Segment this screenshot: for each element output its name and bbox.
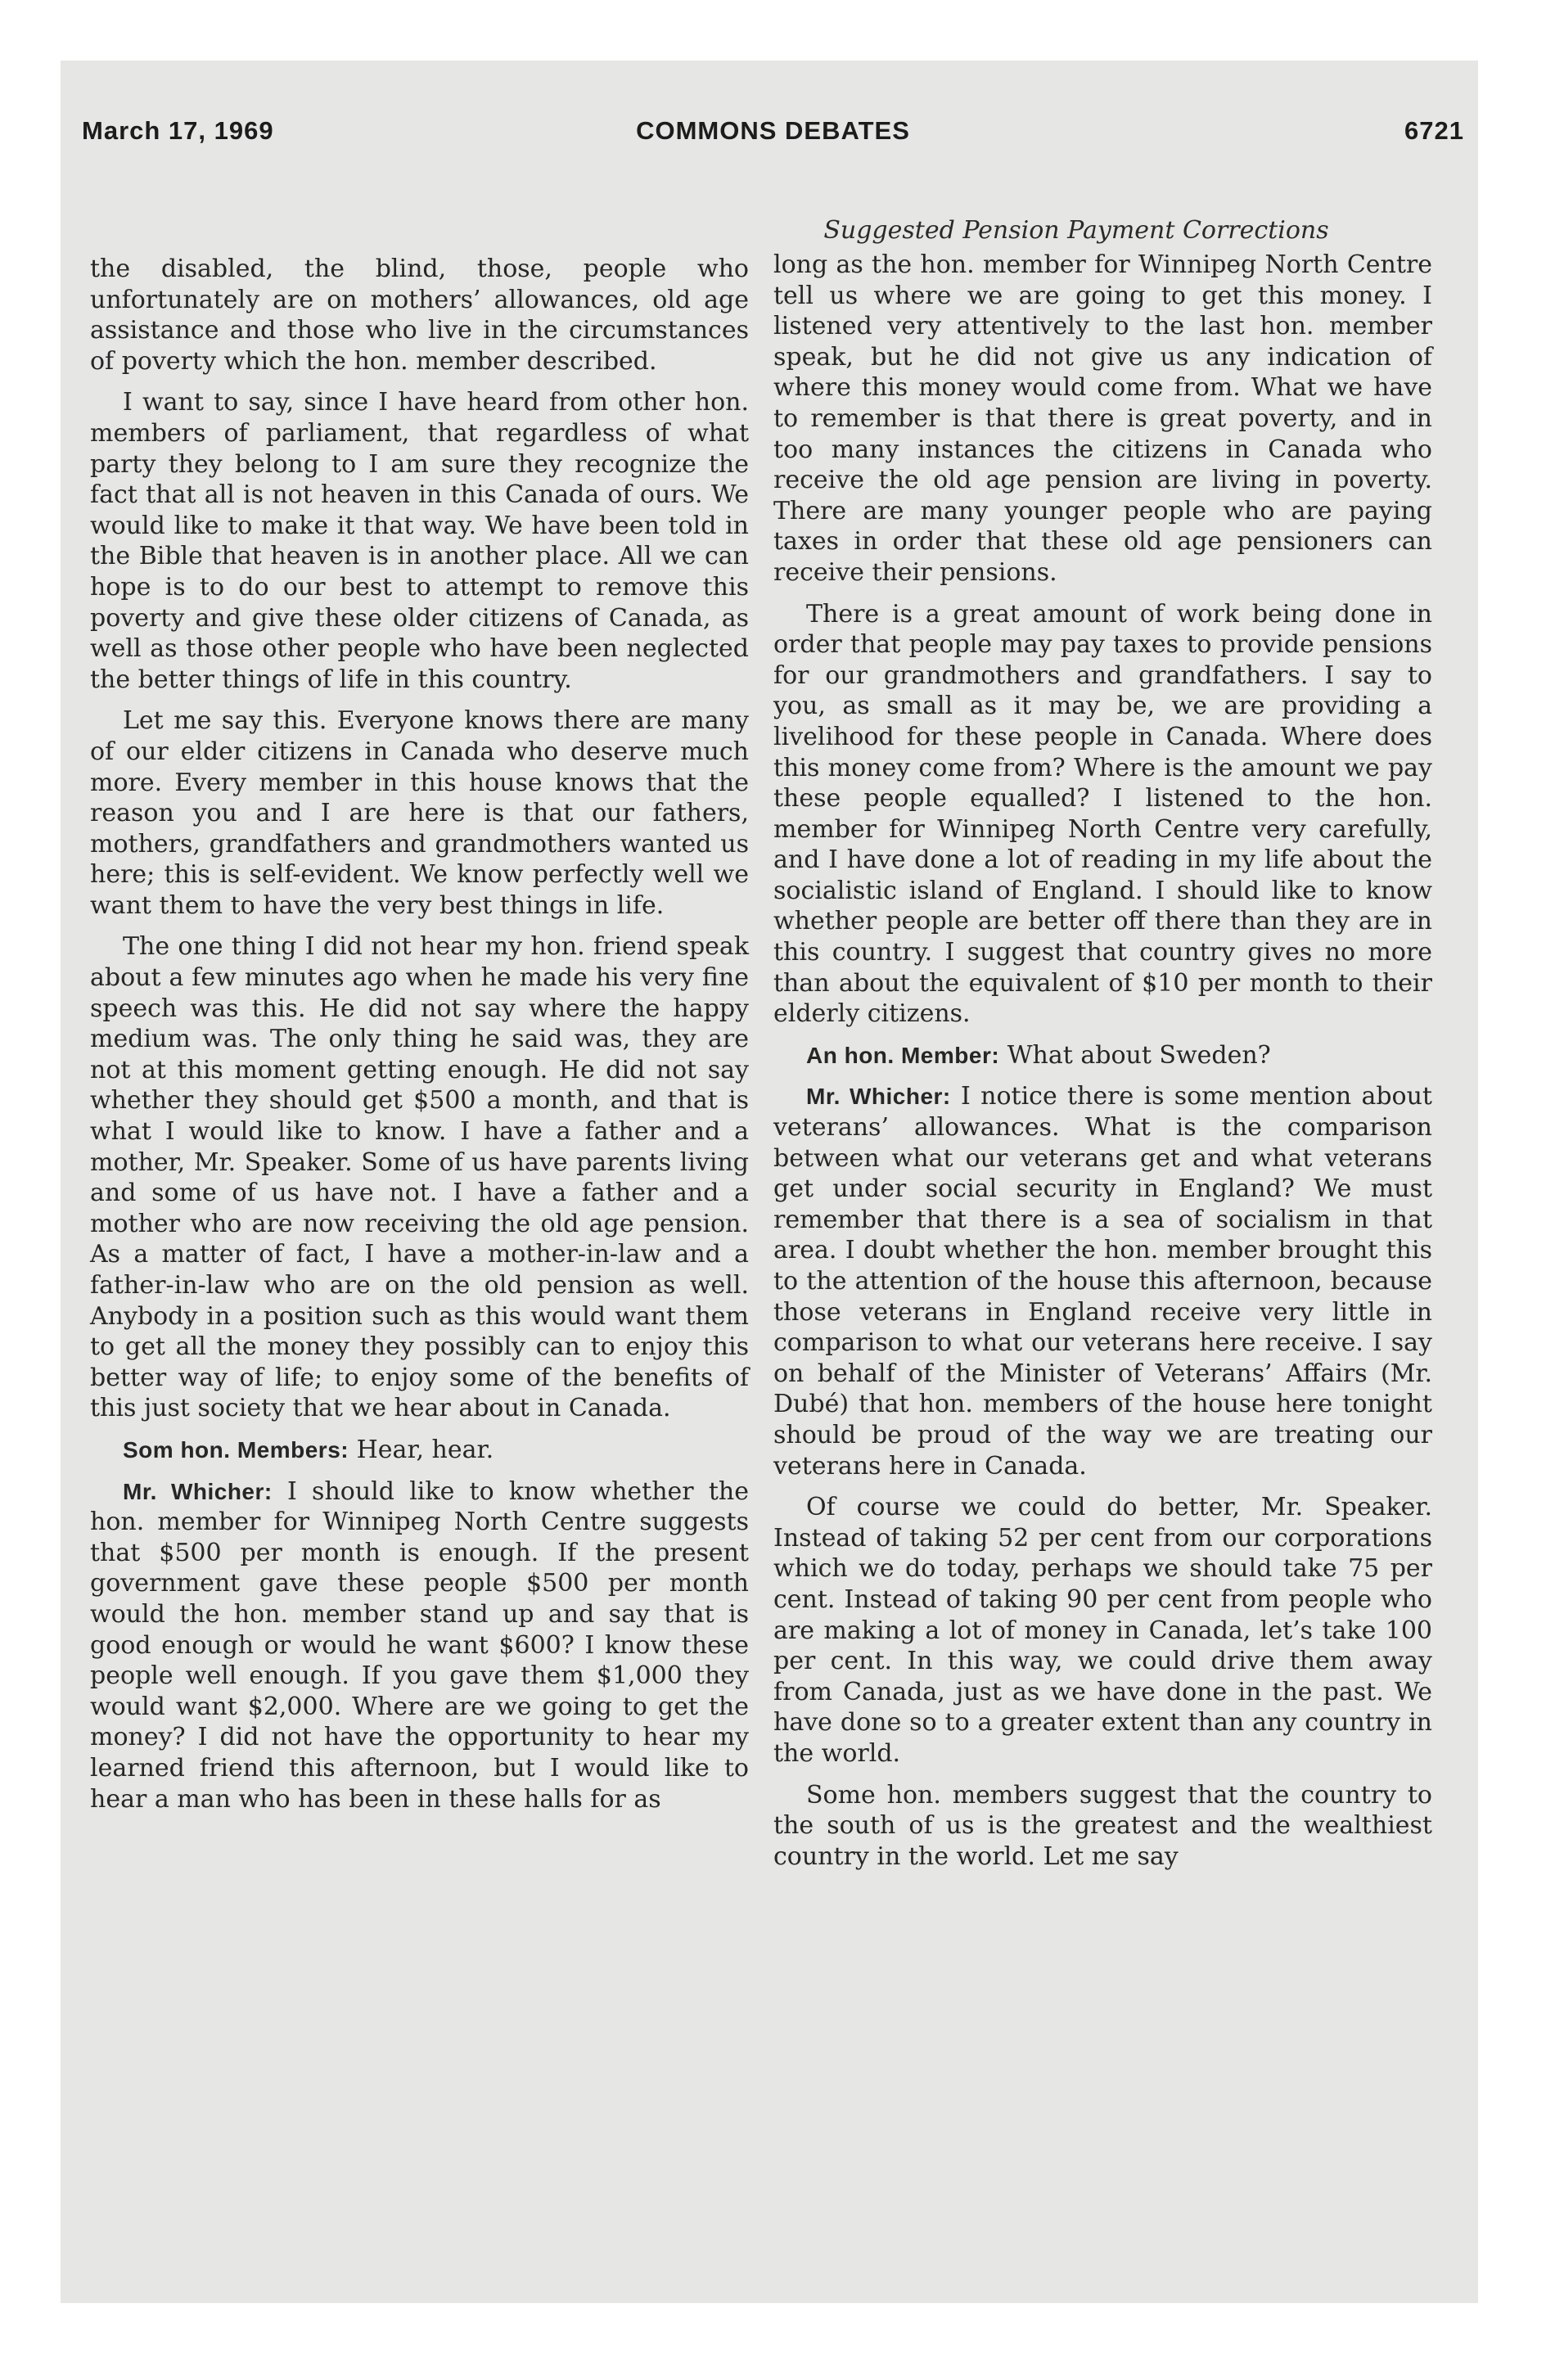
header-page-number: 6721 [1404,116,1464,145]
header-title: COMMONS DEBATES [636,116,910,145]
paragraph-text: Let me say this. Everyone knows there are many of our elder citizens in Canada who deserve much more. Every member in this house knows that the reason you and I are here is that our fathers, mothers, grandfathers and grandmothers wanted us here; this is self-evident. We know perfectly well we want them to have the very best things in life. [90,706,749,920]
paragraph [90,1435,749,1466]
section-subheading: Suggested Pension Payment Corrections [823,216,1329,245]
header-date: March 17, 1969 [82,116,274,145]
paragraph-text: the disabled, the blind, those, people who unfortunately are on mothers’ allowances, old age assistance and those who live in the circumstances of poverty which the hon. member described. [90,255,749,376]
paragraph-text: Of course we could do better, Mr. Speaker. Instead of taking 52 per cent from our corporations which we do today, perhaps we should take 75 per cent. Instead of taking 90 per cent from people who are making a lot of money in Canada, let’s take 100 per cent. In this way, we could drive them away from Canada, just as we have done in the past. We have done so to a greater extent than any country in the world. [773,1493,1432,1768]
paragraph [773,1492,1432,1769]
paragraph [90,705,749,921]
paragraph [90,1476,749,1815]
paragraph [90,254,749,376]
left-column [90,254,749,1825]
paragraph-text: Some hon. members suggest that the country to the south of us is the greatest and the wealthiest country in the world. Let me say [773,1780,1432,1871]
paragraph [90,931,749,1424]
paragraph [773,1081,1432,1481]
paragraph-speaker: An hon. Member: [806,1042,1000,1068]
paragraph-text: The one thing I did not hear my hon. friend speak about a few minutes ago when he made his very fine speech was this. He did not say where the happy medium was. The only thing he said was, they are not at this moment getting enough. He did not say whether they should get $500 a month, and that is what I would like to know. I have a father and a mother, Mr. Speaker. Some of us have parents living and some of us have not. I have a father and a mother who are now receiving the old age pension. As a matter of fact, I have a mother-in-law and a father-in-law who are on the old pension as well. Anybody in a position such as this would want them to get all the money they possibly can to enjoy this better way of life; to enjoy some of the benefits of this just society that we hear about in Canada. [90,932,749,1423]
paragraph [773,1780,1432,1873]
paragraph [773,1040,1432,1071]
paragraph-text: I notice there is some mention about veterans’ allowances. What is the comparison between what our veterans get and what veterans get under social security in England? We must remember that there is a sea of socialism in that area. I doubt whether the hon. member brought this to the attention of the house this afternoon, because those veterans in England receive very little in comparison to what our veterans here receive. I say on behalf of the Minister of Veterans’ Affairs (Mr. Dubé) that hon. members of the house here tonight should be proud of the way we are treating our veterans here in Canada. [773,1082,1432,1481]
paragraph-text: long as the hon. member for Winnipeg North Centre tell us where we are going to get this money. I listened very attentively to the last hon. member speak, but he did not give us any indication of where this money would come from. What we have to remember is that there is great poverty, and in too many instances the citizens in Canada who receive the old age pension are living in poverty. There are many younger people who are paying taxes in order that these old age pensioners can receive their pensions. [773,250,1432,587]
paragraph [773,250,1432,588]
paragraph-text: I want to say, since I have heard from other hon. members of parliament, that regardless of what party they belong to I am sure they recognize the fact that all is not heaven in this Canada of ours. We would like to make it that way. We have been told in the Bible that heaven is in another place. All we can hope is to do our best to attempt to remove this poverty and give these older citizens of Canada, as well as those other people who have been neglected the better things of life in this country. [90,388,749,694]
paragraph-speaker: Som hon. Members: [123,1436,349,1463]
right-column [773,250,1432,1882]
paragraph [90,387,749,695]
paragraph-text: Hear, hear. [356,1435,494,1464]
page-header [82,116,1464,156]
paragraph-speaker: Mr. Whicher: [806,1084,951,1110]
paragraph [773,599,1432,1030]
paragraph-text: What about Sweden? [1007,1040,1271,1070]
paragraph-text: I should like to know whether the hon. member for Winnipeg North Centre suggests that $500 per month is enough. If the present government gave these people $500 per month would the hon. member stand up and say that is good enough or would he want $600? I know these people well enough. If you gave them $1,000 they would want $2,000. Where are we going to get the money? I did not have the opportunity to hear my learned friend this afternoon, but I would like to hear a man who has been in these halls for as [90,1476,749,1814]
paragraph-text: There is a great amount of work being done in order that people may pay taxes to provide pensions for our grandmothers and grandfathers. I say to you, as small as it may be, we are providing a livelihood for these people in Canada. Where does this money come from? Where is the amount we pay these people equalled? I listened to the hon. member for Winnipeg North Centre very carefully, and I have done a lot of reading in my life about the socialistic island of England. I should like to know whether people are better off there than they are in this country. I suggest that country gives no more than about the equivalent of $10 per month to their elderly citizens. [773,599,1432,1029]
paragraph-speaker: Mr. Whicher: [123,1478,273,1504]
